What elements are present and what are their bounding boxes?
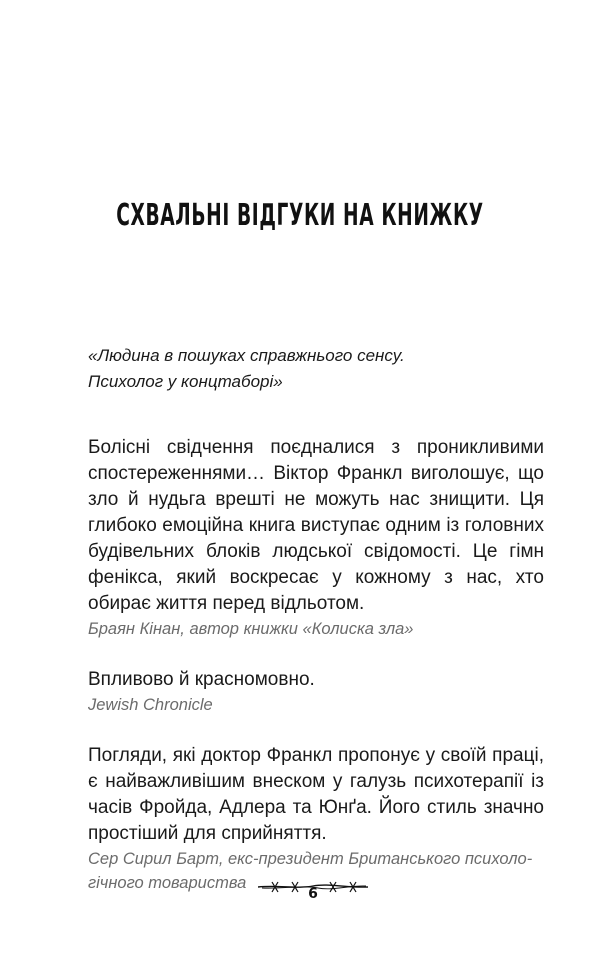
- book-title-line-1: «Людина в пошуках справжнього сенсу.: [88, 346, 405, 365]
- review-text: Болісні свідчення поєдналися з проникливими спостереженнями… Віктор Франкл виголошує, що зло й нудьга врешті не можуть нас знищити. Ця глибоко емоційна книга виступає одним із головних будівельних блоків людської свідомості. Це гімн феніксa, який воскресає у кожному з нас, хто обирає життя перед відльотом.: [88, 437, 544, 614]
- review-text: Впливово й красномовно.: [88, 669, 315, 690]
- book-reference: [88, 343, 528, 395]
- review-item: [88, 435, 544, 641]
- review-author-line: Jewish Chronicle: [88, 696, 213, 714]
- review-author-line: Браян Кінан, автор книжки «Колиска зла»: [88, 620, 414, 638]
- book-title-line-2: Психолог у концтаборі»: [88, 372, 283, 391]
- review-author: [88, 617, 544, 641]
- review-author: [88, 693, 544, 717]
- page-title: СХВАЛЬНІ ВІДГУКИ НА КНИЖКУ: [116, 198, 484, 233]
- review-author-line: Сер Сирил Барт, екс-президент Британського психоло-: [88, 850, 533, 868]
- review-item: [88, 667, 544, 717]
- reviews-list: [88, 435, 544, 921]
- review-text: Погляди, які доктор Франкл пропонує у своїй праці, є найважливішим внеском у галузь психотерапії із часів Фройда, Адлера та Юнґа. Його стиль значно простіший для сприйняття.: [88, 745, 544, 844]
- review-author-line: гічного товариства: [88, 874, 247, 892]
- review-item: [88, 743, 544, 895]
- page-number: 6: [308, 886, 318, 902]
